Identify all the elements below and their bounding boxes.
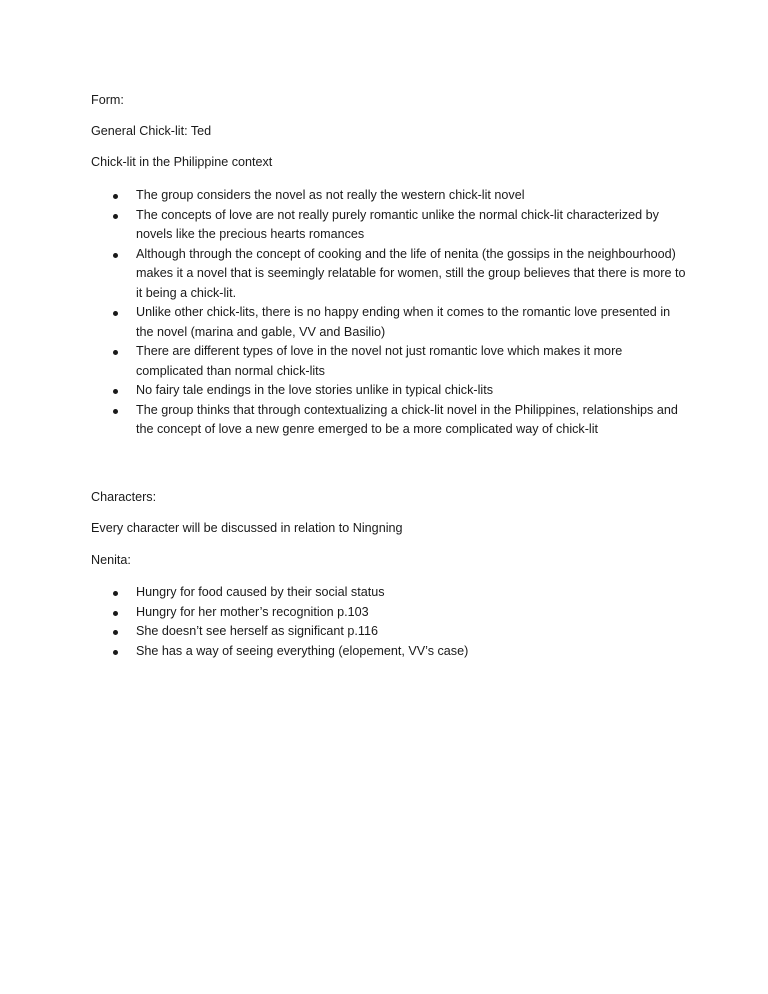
- list-item: Hungry for food caused by their social status: [91, 583, 691, 603]
- list-item: There are different types of love in the novel not just romantic love which makes it more complicated than normal chick-lits: [91, 342, 691, 381]
- philippine-context-heading: Chick-lit in the Philippine context: [91, 155, 273, 169]
- characters-intro: Every character will be discussed in relation to Ningning: [91, 521, 403, 535]
- general-chicklit-line: General Chick-lit: Ted: [91, 124, 212, 138]
- list-item: Hungry for her mother’s recognition p.103: [91, 603, 691, 623]
- list-item: She doesn’t see herself as significant p.116: [91, 622, 691, 642]
- list-item: She has a way of seeing everything (elopement, VV’s case): [91, 642, 691, 662]
- list-item: The group thinks that through contextualizing a chick-lit novel in the Philippines, relationships and the concept of love a new genre emerged to be a more complicated way of chick-lit: [91, 401, 691, 440]
- list-item: No fairy tale endings in the love stories unlike in typical chick-lits: [91, 381, 691, 401]
- list-item: Although through the concept of cooking and the life of nenita (the gossips in the neighbourhood) makes it a novel that is seemingly relatable for women, still the group believes that there is more to it being a chick-lit.: [91, 245, 691, 304]
- nenita-heading: Nenita:: [91, 553, 131, 567]
- characters-heading: Characters:: [91, 490, 157, 504]
- list-item: The concepts of love are not really purely romantic unlike the normal chick-lit characterized by novels like the precious hearts romances: [91, 206, 691, 245]
- form-heading: Form:: [91, 93, 124, 107]
- list-item: Unlike other chick-lits, there is no happy ending when it comes to the romantic love presented in the novel (marina and gable, VV and Basilio): [91, 303, 691, 342]
- context-bullet-list: [91, 186, 691, 440]
- list-item: The group considers the novel as not really the western chick-lit novel: [91, 186, 691, 206]
- nenita-bullet-list: [91, 583, 691, 661]
